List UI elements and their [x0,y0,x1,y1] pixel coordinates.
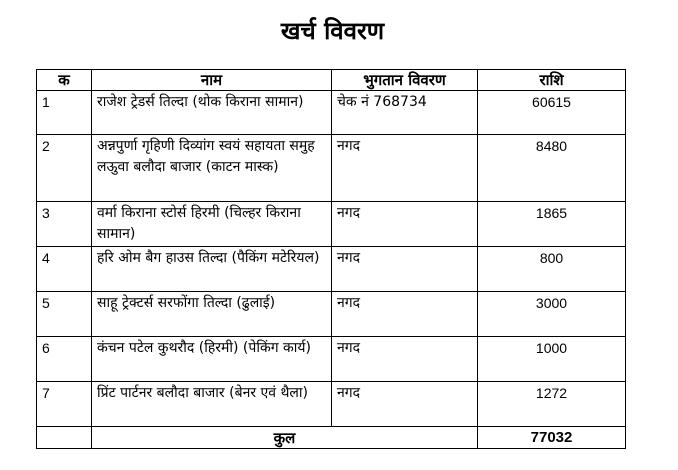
serial-cell: 3 [37,202,92,247]
payment-cell: नगद [332,382,478,427]
name-cell: प्रिंट पार्टनर बलौदा बाजार (बेनर एवं थैला) [92,382,332,427]
name-cell: हरि ओम बैग हाउस तिल्दा (पैकिंग मटेरियल) [92,247,332,292]
serial-cell: 5 [37,292,92,337]
total-empty-cell [37,427,92,449]
amount-cell: 1000 [478,337,626,382]
payment-cell: नगद [332,202,478,247]
header-amount: राशि [478,70,626,91]
page-title [0,14,620,47]
name-cell: साहू ट्रेक्टर्स सरफोंगा तिल्दा (ढुलाई) [92,292,332,337]
total-amount: 77032 [478,427,626,449]
table-row [37,135,626,202]
serial-cell: 6 [37,337,92,382]
name-cell: राजेश ट्रेडर्स तिल्दा (थोक किराना सामान) [92,91,332,135]
name-cell: अन्नपुर्णा गृहिणी दिव्यांग स्वयं सहायता समुह लऊुवा बलौदा बाजार (काटन मास्क) [92,135,332,202]
header-name: नाम [92,70,332,91]
payment-cell: नगद [332,135,478,202]
name-cell: वर्मा किराना स्टोर्स हिरमी (चिल्हर किराना सामान) [92,202,332,247]
table-row [37,202,626,247]
header-payment: भुगतान विवरण [332,70,478,91]
payment-cell: चेक नं 768734 [332,91,478,135]
serial-cell: 2 [37,135,92,202]
expense-table [36,69,626,449]
table-row [37,247,626,292]
table-row [37,292,626,337]
title-text: खर्च विवरण [280,17,385,45]
table-row [37,91,626,135]
total-row [37,427,626,449]
amount-cell: 8480 [478,135,626,202]
name-cell: कंचन पटेल कुथरौद (हिरमी) (पेकिंग कार्य) [92,337,332,382]
amount-cell: 800 [478,247,626,292]
serial-cell: 4 [37,247,92,292]
serial-cell: 1 [37,91,92,135]
amount-cell: 60615 [478,91,626,135]
amount-cell: 1865 [478,202,626,247]
payment-cell: नगद [332,337,478,382]
serial-cell: 7 [37,382,92,427]
amount-cell: 3000 [478,292,626,337]
payment-cell: नगद [332,247,478,292]
amount-cell: 1272 [478,382,626,427]
total-label: कुल [92,427,478,449]
table-row [37,382,626,427]
header-row [37,70,626,91]
table-row [37,337,626,382]
header-serial: क [37,70,92,91]
payment-cell: नगद [332,292,478,337]
